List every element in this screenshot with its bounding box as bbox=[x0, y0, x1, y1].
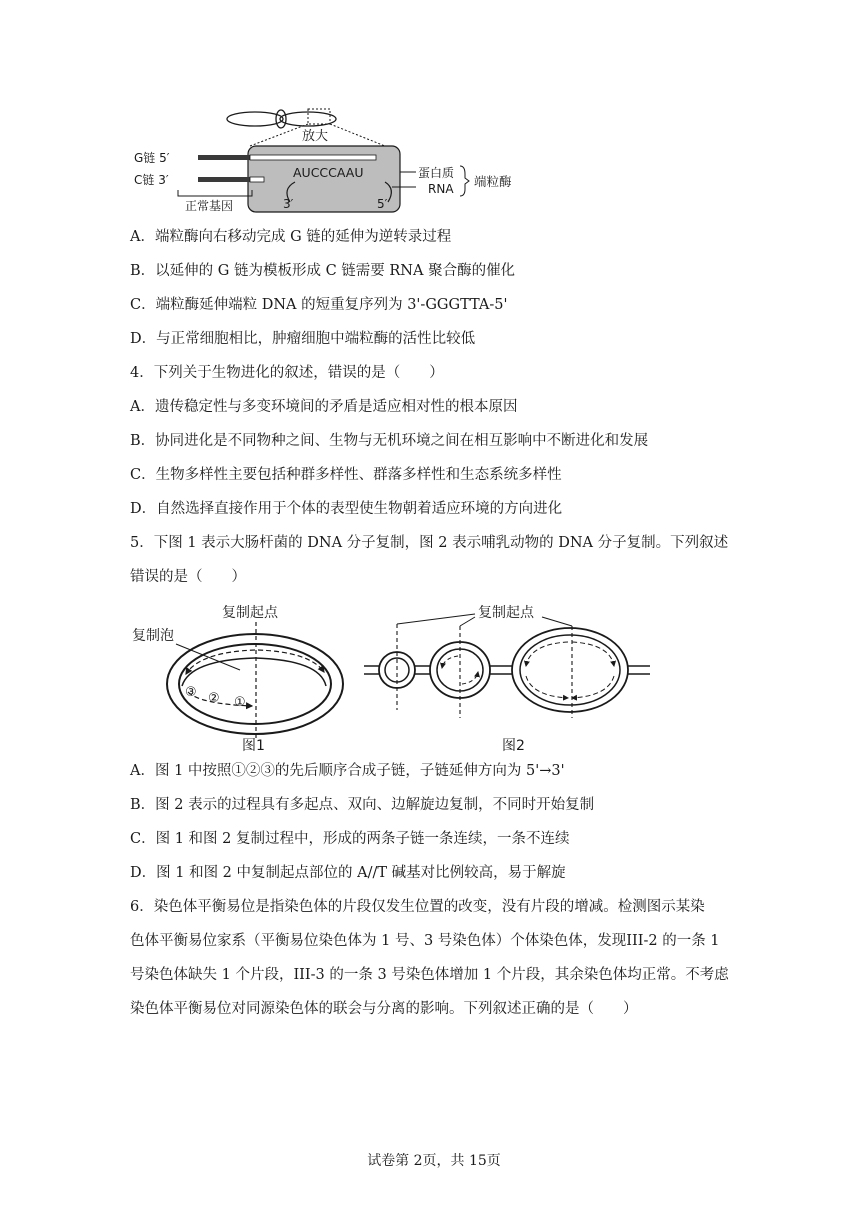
fig1-circle-1: ① bbox=[234, 695, 246, 710]
q6-line-1: 6．染色体平衡易位是指染色体的片段仅发生位置的改变，没有片段的增减。检测图示某染 bbox=[130, 899, 705, 915]
replication-figure-2 bbox=[360, 600, 660, 756]
g-strand-label: G链 5′ bbox=[134, 151, 170, 165]
q4-stem: 4．下列关于生物进化的叙述，错误的是（ ） bbox=[130, 365, 444, 381]
c-strand-label: C链 3′ bbox=[134, 173, 169, 187]
q4-option-b: B．协同进化是不同物种之间、生物与无机环境之间在相互影响中不断进化和发展 bbox=[130, 433, 649, 449]
q5-option-d: D．图 1 和图 2 中复制起点部位的 A//T 碱基对比例较高，易于解旋 bbox=[130, 865, 566, 881]
q6-line-2: 色体平衡易位家系（平衡易位染色体为 1 号、3 号染色体）个体染色体，发现III-2 的一条 1 bbox=[130, 933, 720, 949]
normal-gene-label: 正常基因 bbox=[185, 199, 234, 213]
protein-label: 蛋白质 bbox=[418, 166, 455, 180]
q3-option-d: D．与正常细胞相比，肿瘤细胞中端粒酶的活性比较低 bbox=[130, 331, 476, 347]
telomerase-figure bbox=[130, 104, 530, 216]
rna-5-end: 5′ bbox=[377, 197, 388, 211]
rna-3-end: 3′ bbox=[283, 197, 294, 211]
q3-option-b: B．以延伸的 G 链为模板形成 C 链需要 RNA 聚合酶的催化 bbox=[130, 263, 516, 279]
q5-option-c: C．图 1 和图 2 复制过程中，形成的两条子链一条连续，一条不连续 bbox=[130, 831, 570, 847]
q5-stem-line2: 错误的是（ ） bbox=[130, 569, 246, 585]
fig2-caption: 图2 bbox=[502, 738, 525, 754]
fig1-circle-3: ③ bbox=[185, 685, 197, 700]
zoom-label: 放大 bbox=[302, 129, 329, 144]
q5-stem-line1: 5．下图 1 表示大肠杆菌的 DNA 分子复制，图 2 表示哺乳动物的 DNA 分子复制。下列叙述 bbox=[130, 535, 729, 551]
fig2-origin-label: 复制起点 bbox=[478, 605, 534, 621]
replication-figure-1 bbox=[130, 600, 350, 756]
q3-option-a: A．端粒酶向右移动完成 G 链的延伸为逆转录过程 bbox=[130, 229, 452, 245]
q4-option-d: D．自然选择直接作用于个体的表型使生物朝着适应环境的方向进化 bbox=[130, 501, 563, 517]
telomerase-label: 端粒酶 bbox=[474, 174, 512, 189]
fig1-bubble-label: 复制泡 bbox=[132, 628, 174, 644]
q4-option-a: A．遗传稳定性与多变环境间的矛盾是适应相对性的根本原因 bbox=[130, 399, 518, 415]
rna-label: RNA bbox=[428, 182, 454, 196]
q3-option-c: C．端粒酶延伸端粒 DNA 的短重复序列为 3'-GGGTTA-5' bbox=[130, 297, 508, 313]
q6-line-4: 染色体平衡易位对同源染色体的联会与分离的影响。下列叙述正确的是（ ） bbox=[130, 1001, 638, 1017]
fig1-circle-2: ② bbox=[208, 691, 220, 706]
page-footer: 试卷第 2页，共 15页 bbox=[367, 1153, 501, 1169]
fig1-origin-label: 复制起点 bbox=[222, 605, 278, 621]
q4-option-c: C．生物多样性主要包括种群多样性、群落多样性和生态系统多样性 bbox=[130, 467, 562, 483]
fig1-caption: 图1 bbox=[242, 738, 265, 754]
rna-sequence: AUCCCAAU bbox=[293, 165, 364, 180]
q5-option-a: A．图 1 中按照①②③的先后顺序合成子链，子链延伸方向为 5'→3' bbox=[130, 763, 565, 779]
q6-line-3: 号染色体缺失 1 个片段，III-3 的一条 3 号染色体增加 1 个片段，其余染色体均正常。不考虑 bbox=[130, 967, 729, 983]
q5-option-b: B．图 2 表示的过程具有多起点、双向、边解旋边复制，不同时开始复制 bbox=[130, 797, 595, 813]
